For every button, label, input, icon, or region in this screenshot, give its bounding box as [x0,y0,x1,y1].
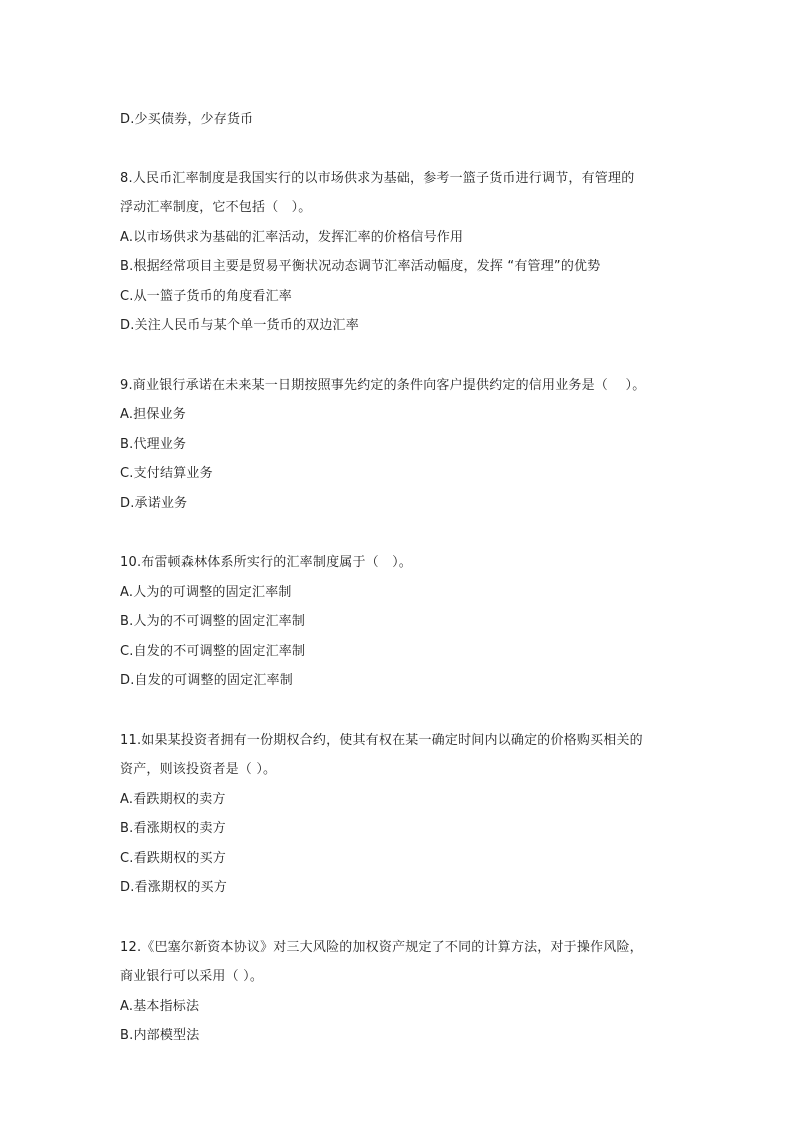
question-8-option-c: C.从一篮子货币的角度看汇率 [120,289,293,304]
question-9-option-b: B.代理业务 [120,437,187,452]
question-8-option-d: D.关注人民币与某个单一货币的双边汇率 [120,318,359,333]
question-11-stem-line-1: 11.如果某投资者拥有一份期权合约，使其有权在某一确定时间内以确定的价格购买相关的 [120,733,643,748]
question-9-option-a: A.担保业务 [120,407,186,422]
question-12-stem-line-2: 商业银行可以采用（ ）。 [120,969,264,984]
question-12-option-a: A.基本指标法 [120,999,200,1014]
question-11-stem-line-2: 资产，则该投资者是（ ）。 [120,762,277,777]
question-11-option-b: B.看涨期权的卖方 [120,821,226,836]
question-11-option-c: C.看跌期权的买方 [120,851,227,866]
question-8-stem-line-1: 8.人民币汇率制度是我国实行的以市场供求为基础，参考一篮子货币进行调节，有管理的 [120,171,635,186]
question-10-option-c: C.自发的不可调整的固定汇率制 [120,644,306,659]
question-12-option-b: B.内部模型法 [120,1028,200,1043]
option-d-prev-question: D.少买债券，少存货币 [120,112,254,127]
question-10-option-a: A.人为的可调整的固定汇率制 [120,585,292,600]
question-9-option-d: D.承诺业务 [120,496,188,511]
question-9-stem-line-1: 9.商业银行承诺在未来某一日期按照事先约定的条件向客户提供约定的信用业务是（ ）。 [120,378,646,393]
question-10-option-b: B.人为的不可调整的固定汇率制 [120,614,306,629]
question-11-option-a: A.看跌期权的卖方 [120,792,226,807]
question-9-option-c: C.支付结算业务 [120,466,213,481]
question-10-stem-line-1: 10.布雷顿森林体系所实行的汇率制度属于（ ）。 [120,555,412,570]
question-12-stem-line-1: 12.《巴塞尔新资本协议》对三大风险的加权资产规定了不同的计算方法，对于操作风险， [120,940,643,955]
question-8-option-a: A.以市场供求为基础的汇率活动，发挥汇率的价格信号作用 [120,230,464,245]
question-8-stem-line-2: 浮动汇率制度，它不包括（ ）。 [120,200,312,215]
question-11-option-d: D.看涨期权的买方 [120,880,227,895]
question-10-option-d: D.自发的可调整的固定汇率制 [120,673,293,688]
question-8-option-b: B.根据经常项目主要是贸易平衡状况动态调节汇率活动幅度，发挥 “有管理”的优势 [120,259,601,274]
